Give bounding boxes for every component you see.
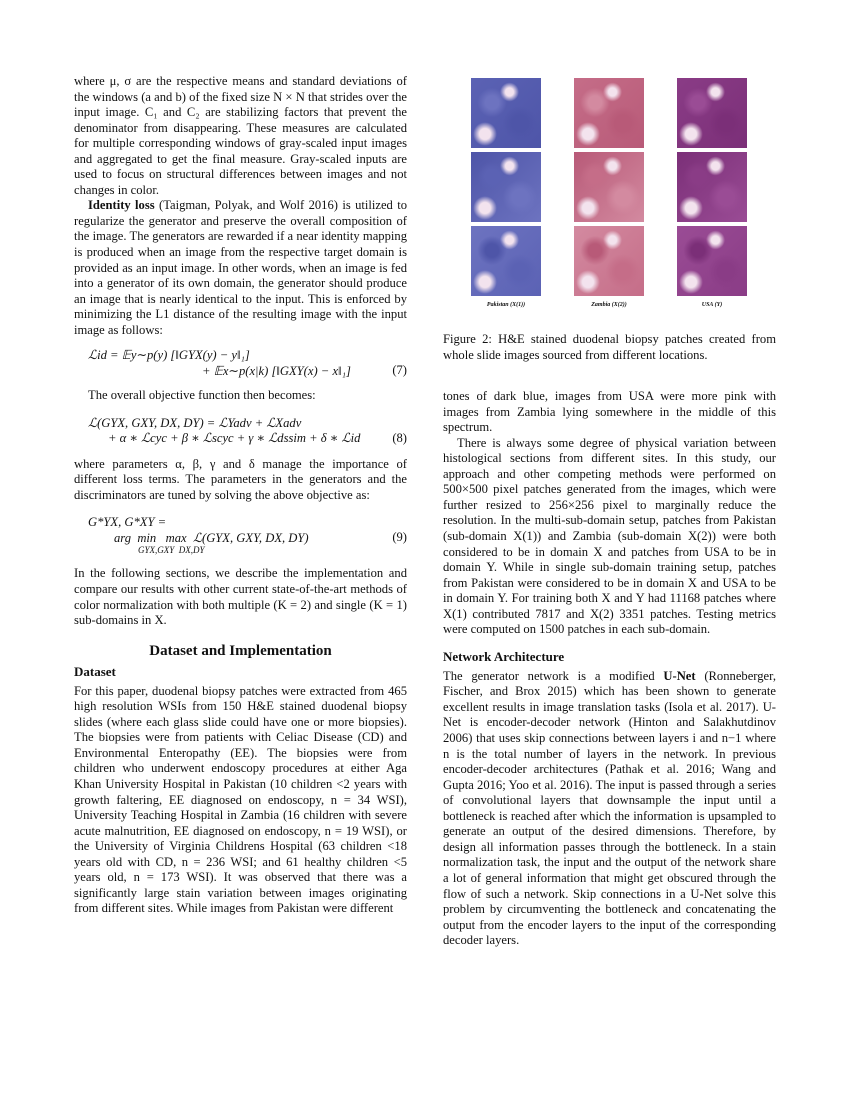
patch-zambia-1 bbox=[574, 78, 644, 148]
paragraph-dataset: For this paper, duodenal biopsy patches were extracted from 465 high resolution WSIs from 150 H&E stained duodenal biopsy slides (where each glass slide could have one or more biopsies). The biopsies were from patients with Celiac Disease (CD) and Environmental Enteropathy (EE). The biopsies were from children who underwent endoscopy procedures at either Aga Khan University Hospital in Pakistan (10 children <2 years with growth faltering, EE diagnosed on endoscopy, n = 34 WSI), University Teaching Hospital in Zambia (16 children with severe acute malnutrition, EE diagnosed on endoscopy, n = 19 WSI), or the University of Virginia Childrens Hospital (63 children <18 years old with CD, n = 236 WSI; and 61 healthy children <5 years old, n = 173 WSI). It was observed that there was a significantly large stain variation between images originating from different sites. While images from Pakistan were different bbox=[74, 683, 407, 916]
patch-zambia-3 bbox=[574, 226, 644, 296]
equation-9 bbox=[74, 515, 407, 555]
section-title-dataset-implementation: Dataset and Implementation bbox=[149, 642, 332, 659]
equation-8-line-1: ℒ(GYX, GXY, DX, DY) = ℒYadv + ℒXadv bbox=[88, 415, 302, 430]
paragraph-stain-tones: tones of dark blue, images from USA were more pink with images from Zambia lying somewhere in the middle of this spectrum. bbox=[443, 389, 776, 435]
equation-7-number: (7) bbox=[392, 363, 407, 378]
equation-7 bbox=[74, 348, 407, 379]
left-column bbox=[74, 74, 407, 917]
paragraph-identity-loss bbox=[74, 198, 407, 338]
equation-8 bbox=[74, 416, 407, 447]
patch-usa-3 bbox=[677, 226, 747, 296]
paragraph-physical-variation: There is always some degree of physical variation between histological sections from different sites. In this study, our approach and other competing methods were performed on 500×500 pixel patches generated from the images, which were further resized to 256×256 pixel to marginally reduce the resolution. In the multi-sub-domain setup, patches from Pakistan (sub-domain X(1)) and Zambia (sub-domain X(2)) were both considered to be in domain X and patches from USA to be in domain Y. While in single sub-domain training setup, patches from Pakistan were considered to be in domain X and USA to be in domain Y. For training both X and Y had 11168 patches where X(1) contributed 7817 and X(2) 3351 patches. Testing metrics were computed on 1500 patches in each sub-domain. bbox=[443, 435, 776, 637]
paragraph-following-sections: In the following sections, we describe the implementation and compare our results with other current state-of-the-art methods of color normalization with both multiple (K = 2) and single (K = 1) sub-domains in X. bbox=[74, 566, 407, 628]
equation-8-line-2: + α ∗ ℒcyc + β ∗ ℒscyc + γ ∗ ℒdssim + δ ∗ ℒid bbox=[108, 431, 361, 446]
patch-pakistan-3 bbox=[471, 226, 541, 296]
label-usa: USA (Y) bbox=[701, 302, 723, 308]
equation-7-line-2: + 𝔼x∼p(x|k) [‖GXY(x) − x‖₁] bbox=[202, 363, 351, 378]
equation-9-line-3: GYX,GXY DX,DY bbox=[138, 545, 205, 556]
paragraph-objective-intro: The overall objective function then becomes: bbox=[88, 388, 316, 403]
patch-pakistan-1 bbox=[471, 78, 541, 148]
figure-2-caption: Figure 2: H&E stained duodenal biopsy patches created from whole slide images sourced from different locations. bbox=[443, 332, 776, 362]
network-text: (Ronneberger, Fischer, and Brox 2015) which has been shown to generate excellent results in image translation tasks (Isola et al. 2017). U-Net is encoder-decoder network (Hinton and Salakhutdinov 2006) that uses skip connections between layers i and n−1 where n is the total number of layers in the network. In previous encoder-decoder architectures (Pathak et al. 2016; Wang and Gupta 2016; Yoo et al. 2016). The input is passed through a series of convolutional layers that downsample the input until a bottleneck is reached after which the information is upsampled to generate an output of the desired dimensions. Therefore, by design all information passes through the bottleneck. In a stain normalization task, the input and the output of the network share a lot of general information that might get obscured through the flow of such a network. Skip connections in a U-Net solve this problem by circumventing the bottleneck and concatenating the output from the encoder layers to the input of the corresponding decoder layers. bbox=[443, 668, 776, 948]
equation-9-line-2: arg min max ℒ(GYX, GXY, DX, DY) bbox=[114, 530, 309, 545]
paragraph-ssim-description: where μ, σ are the respective means and standard deviations of the windows (a and b) of the fixed size N × N that strides over the input image. C₁ and C₂ are stabilizing factors that prevent the denominator from disappearing. These measures are calculated for multiple corresponding windows of gray-scaled input images and aggregated to get the final measure. Gray-scaled inputs are used to focus on structural differences between images and not changes in color. bbox=[74, 74, 407, 197]
patch-usa-1 bbox=[677, 78, 747, 148]
patch-pakistan-2 bbox=[471, 152, 541, 222]
subsection-title-dataset: Dataset bbox=[74, 663, 116, 679]
identity-loss-text: (Taigman, Polyak, and Wolf 2016) is utilized to regularize the generator and preserve the overall composition of the image. The generators are rewarded if a near identity mapping is produced when an image from the respective target domain is provided as an input image. In other words, when an image is fed into a generator of its own domain, the generator should produce an image that is nearly identical to the input. This is enforced by minimizing the L1 distance of the resulting image with the input image as follows: bbox=[74, 198, 407, 337]
label-pakistan: Pakistan (X(1)) bbox=[486, 302, 526, 308]
equation-9-line-1: G*YX, G*XY = bbox=[88, 515, 167, 530]
label-zambia: Zambia (X(2)) bbox=[591, 302, 627, 308]
paragraph-loss-parameters: where parameters α, β, γ and δ manage the importance of different loss terms. The parameters in the generators and the discriminators are tuned by solving the above objective as: bbox=[74, 456, 407, 502]
equation-9-number: (9) bbox=[392, 530, 407, 545]
paragraph-network-architecture bbox=[443, 669, 776, 949]
network-text-prefix: The generator network is a modified bbox=[443, 668, 664, 683]
patch-zambia-2 bbox=[574, 152, 644, 222]
subsection-title-network-architecture: Network Architecture bbox=[443, 648, 565, 664]
equation-8-number: (8) bbox=[392, 430, 407, 445]
unet-term: U-Net bbox=[663, 668, 696, 683]
figure-2-image-grid bbox=[443, 74, 776, 324]
identity-loss-term: Identity loss bbox=[88, 198, 155, 213]
equation-7-line-1: ℒid = 𝔼y∼p(y) [‖GYX(y) − y‖₁] bbox=[88, 348, 250, 363]
right-column bbox=[443, 74, 776, 949]
patch-usa-2 bbox=[677, 152, 747, 222]
